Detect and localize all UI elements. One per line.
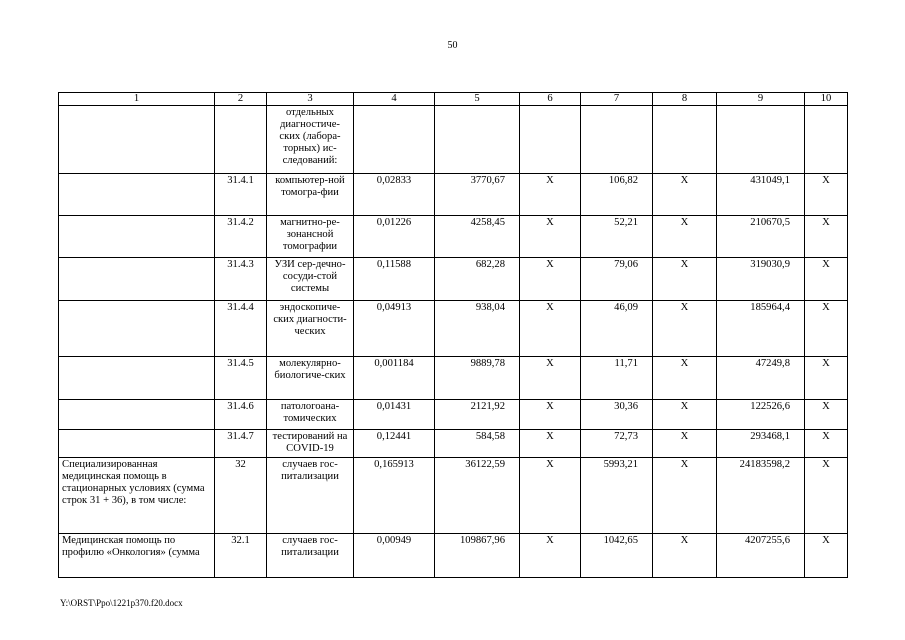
page-number: 50 (447, 40, 458, 51)
table-cell-c5: 4258,45 (435, 216, 520, 258)
table-cell-c2: 32.1 (215, 534, 267, 578)
table-cell-c4: 0,165913 (354, 458, 435, 534)
table-cell-c4: 0,04913 (354, 301, 435, 357)
table-cell-c10: X (805, 357, 848, 400)
table-cell-c7: 106,82 (581, 174, 653, 216)
table-cell-c8: X (653, 174, 717, 216)
table-cell-c8 (653, 106, 717, 174)
table-cell-c5: 938,04 (435, 301, 520, 357)
table-cell-c8: X (653, 458, 717, 534)
table-cell-c1 (59, 430, 215, 458)
table-row (59, 106, 848, 174)
header-cell-7: 7 (581, 93, 653, 106)
table-cell-c10: X (805, 458, 848, 534)
table-cell-c4: 0,01226 (354, 216, 435, 258)
table-cell-c1 (59, 216, 215, 258)
table-cell-c3: случаев гос-питализации (267, 534, 354, 578)
table-cell-c6: X (520, 534, 581, 578)
table-cell-c4 (354, 106, 435, 174)
table-cell-c3: компьютер-ной томогра-фии (267, 174, 354, 216)
table-cell-c9: 122526,6 (717, 400, 805, 430)
table-cell-c10: X (805, 216, 848, 258)
header-cell-4: 4 (354, 93, 435, 106)
table-cell-c7: 5993,21 (581, 458, 653, 534)
table-cell-c1: Медицинская помощь по профилю «Онкология» (сумма (59, 534, 215, 578)
table-cell-c6: X (520, 357, 581, 400)
table-cell-c8: X (653, 301, 717, 357)
table-cell-c8: X (653, 430, 717, 458)
table-header-row (59, 93, 848, 106)
table-cell-c2 (215, 106, 267, 174)
table-cell-c9: 4207255,6 (717, 534, 805, 578)
table-cell-c5: 109867,96 (435, 534, 520, 578)
file-path-footer: Y:\ORST\Ppo\1221p370.f20.docx (60, 598, 183, 608)
header-cell-5: 5 (435, 93, 520, 106)
table-cell-c2: 31.4.2 (215, 216, 267, 258)
table-cell-c8: X (653, 216, 717, 258)
table-row (59, 174, 848, 216)
table-cell-c3: магнитно-ре-зонансной томографии (267, 216, 354, 258)
table-cell-c1: Специализированная медицинская помощь в стационарных условиях (сумма строк 31 + 36), в том числе: (59, 458, 215, 534)
table-cell-c5: 682,28 (435, 258, 520, 301)
header-cell-2: 2 (215, 93, 267, 106)
table-cell-c5: 3770,67 (435, 174, 520, 216)
table-cell-c7: 72,73 (581, 430, 653, 458)
table-cell-c9: 319030,9 (717, 258, 805, 301)
header-cell-6: 6 (520, 93, 581, 106)
table-cell-c5: 584,58 (435, 430, 520, 458)
table-cell-c2: 31.4.7 (215, 430, 267, 458)
table-cell-c7: 11,71 (581, 357, 653, 400)
table-cell-c9: 24183598,2 (717, 458, 805, 534)
table-cell-c9: 210670,5 (717, 216, 805, 258)
table-row (59, 430, 848, 458)
table-row (59, 357, 848, 400)
table-cell-c4: 0,12441 (354, 430, 435, 458)
table-cell-c4: 0,00949 (354, 534, 435, 578)
table-cell-c6: X (520, 258, 581, 301)
table-cell-c2: 31.4.5 (215, 357, 267, 400)
header-cell-10: 10 (805, 93, 848, 106)
table-cell-c1 (59, 258, 215, 301)
tariff-table (58, 92, 848, 578)
table-cell-c9: 293468,1 (717, 430, 805, 458)
table-cell-c3: тестирований на COVID-19 (267, 430, 354, 458)
header-cell-8: 8 (653, 93, 717, 106)
table-cell-c6: X (520, 400, 581, 430)
table-cell-c4: 0,01431 (354, 400, 435, 430)
table-cell-c7: 79,06 (581, 258, 653, 301)
table-row (59, 400, 848, 430)
table-cell-c5: 36122,59 (435, 458, 520, 534)
table-cell-c1 (59, 174, 215, 216)
table-cell-c3: молекулярно-биологиче-ских (267, 357, 354, 400)
table-cell-c2: 31.4.1 (215, 174, 267, 216)
table-cell-c1 (59, 106, 215, 174)
table-cell-c1 (59, 400, 215, 430)
table-cell-c2: 31.4.6 (215, 400, 267, 430)
table-cell-c6: X (520, 458, 581, 534)
table-cell-c3: патологоана-томических (267, 400, 354, 430)
table-cell-c8: X (653, 400, 717, 430)
table-row (59, 301, 848, 357)
table-cell-c6 (520, 106, 581, 174)
table-cell-c2: 31.4.4 (215, 301, 267, 357)
table-cell-c4: 0,001184 (354, 357, 435, 400)
table-cell-c3: УЗИ сер-дечно-сосуди-стой системы (267, 258, 354, 301)
header-cell-1: 1 (59, 93, 215, 106)
table-cell-c10: X (805, 430, 848, 458)
table-cell-c8: X (653, 357, 717, 400)
table-row (59, 216, 848, 258)
table-cell-c10: X (805, 174, 848, 216)
table-cell-c9: 47249,8 (717, 357, 805, 400)
table-cell-c10: X (805, 534, 848, 578)
header-cell-9: 9 (717, 93, 805, 106)
table-cell-c2: 32 (215, 458, 267, 534)
table-cell-c7 (581, 106, 653, 174)
table-cell-c4: 0,02833 (354, 174, 435, 216)
table-cell-c10: X (805, 400, 848, 430)
table-cell-c3: случаев гос-питализации (267, 458, 354, 534)
table-cell-c6: X (520, 216, 581, 258)
table-cell-c3: эндоскопиче-ских диагности-ческих (267, 301, 354, 357)
table-row (59, 258, 848, 301)
table-cell-c6: X (520, 174, 581, 216)
table-cell-c9: 431049,1 (717, 174, 805, 216)
table-cell-c6: X (520, 301, 581, 357)
table-cell-c5 (435, 106, 520, 174)
table-cell-c4: 0,11588 (354, 258, 435, 301)
header-cell-3: 3 (267, 93, 354, 106)
table-cell-c9 (717, 106, 805, 174)
table-cell-c3: отдельных диагностиче-ских (лабора-торных) ис-следований: (267, 106, 354, 174)
table-cell-c7: 52,21 (581, 216, 653, 258)
table-row (59, 534, 848, 578)
table-cell-c1 (59, 301, 215, 357)
table-cell-c7: 46,09 (581, 301, 653, 357)
table-cell-c7: 1042,65 (581, 534, 653, 578)
table-cell-c2: 31.4.3 (215, 258, 267, 301)
table-cell-c1 (59, 357, 215, 400)
table-cell-c5: 2121,92 (435, 400, 520, 430)
table-row (59, 458, 848, 534)
table-cell-c10 (805, 106, 848, 174)
table-cell-c6: X (520, 430, 581, 458)
table-cell-c9: 185964,4 (717, 301, 805, 357)
table-cell-c8: X (653, 258, 717, 301)
table-cell-c5: 9889,78 (435, 357, 520, 400)
table-cell-c8: X (653, 534, 717, 578)
table-cell-c10: X (805, 258, 848, 301)
table-cell-c7: 30,36 (581, 400, 653, 430)
table-cell-c10: X (805, 301, 848, 357)
